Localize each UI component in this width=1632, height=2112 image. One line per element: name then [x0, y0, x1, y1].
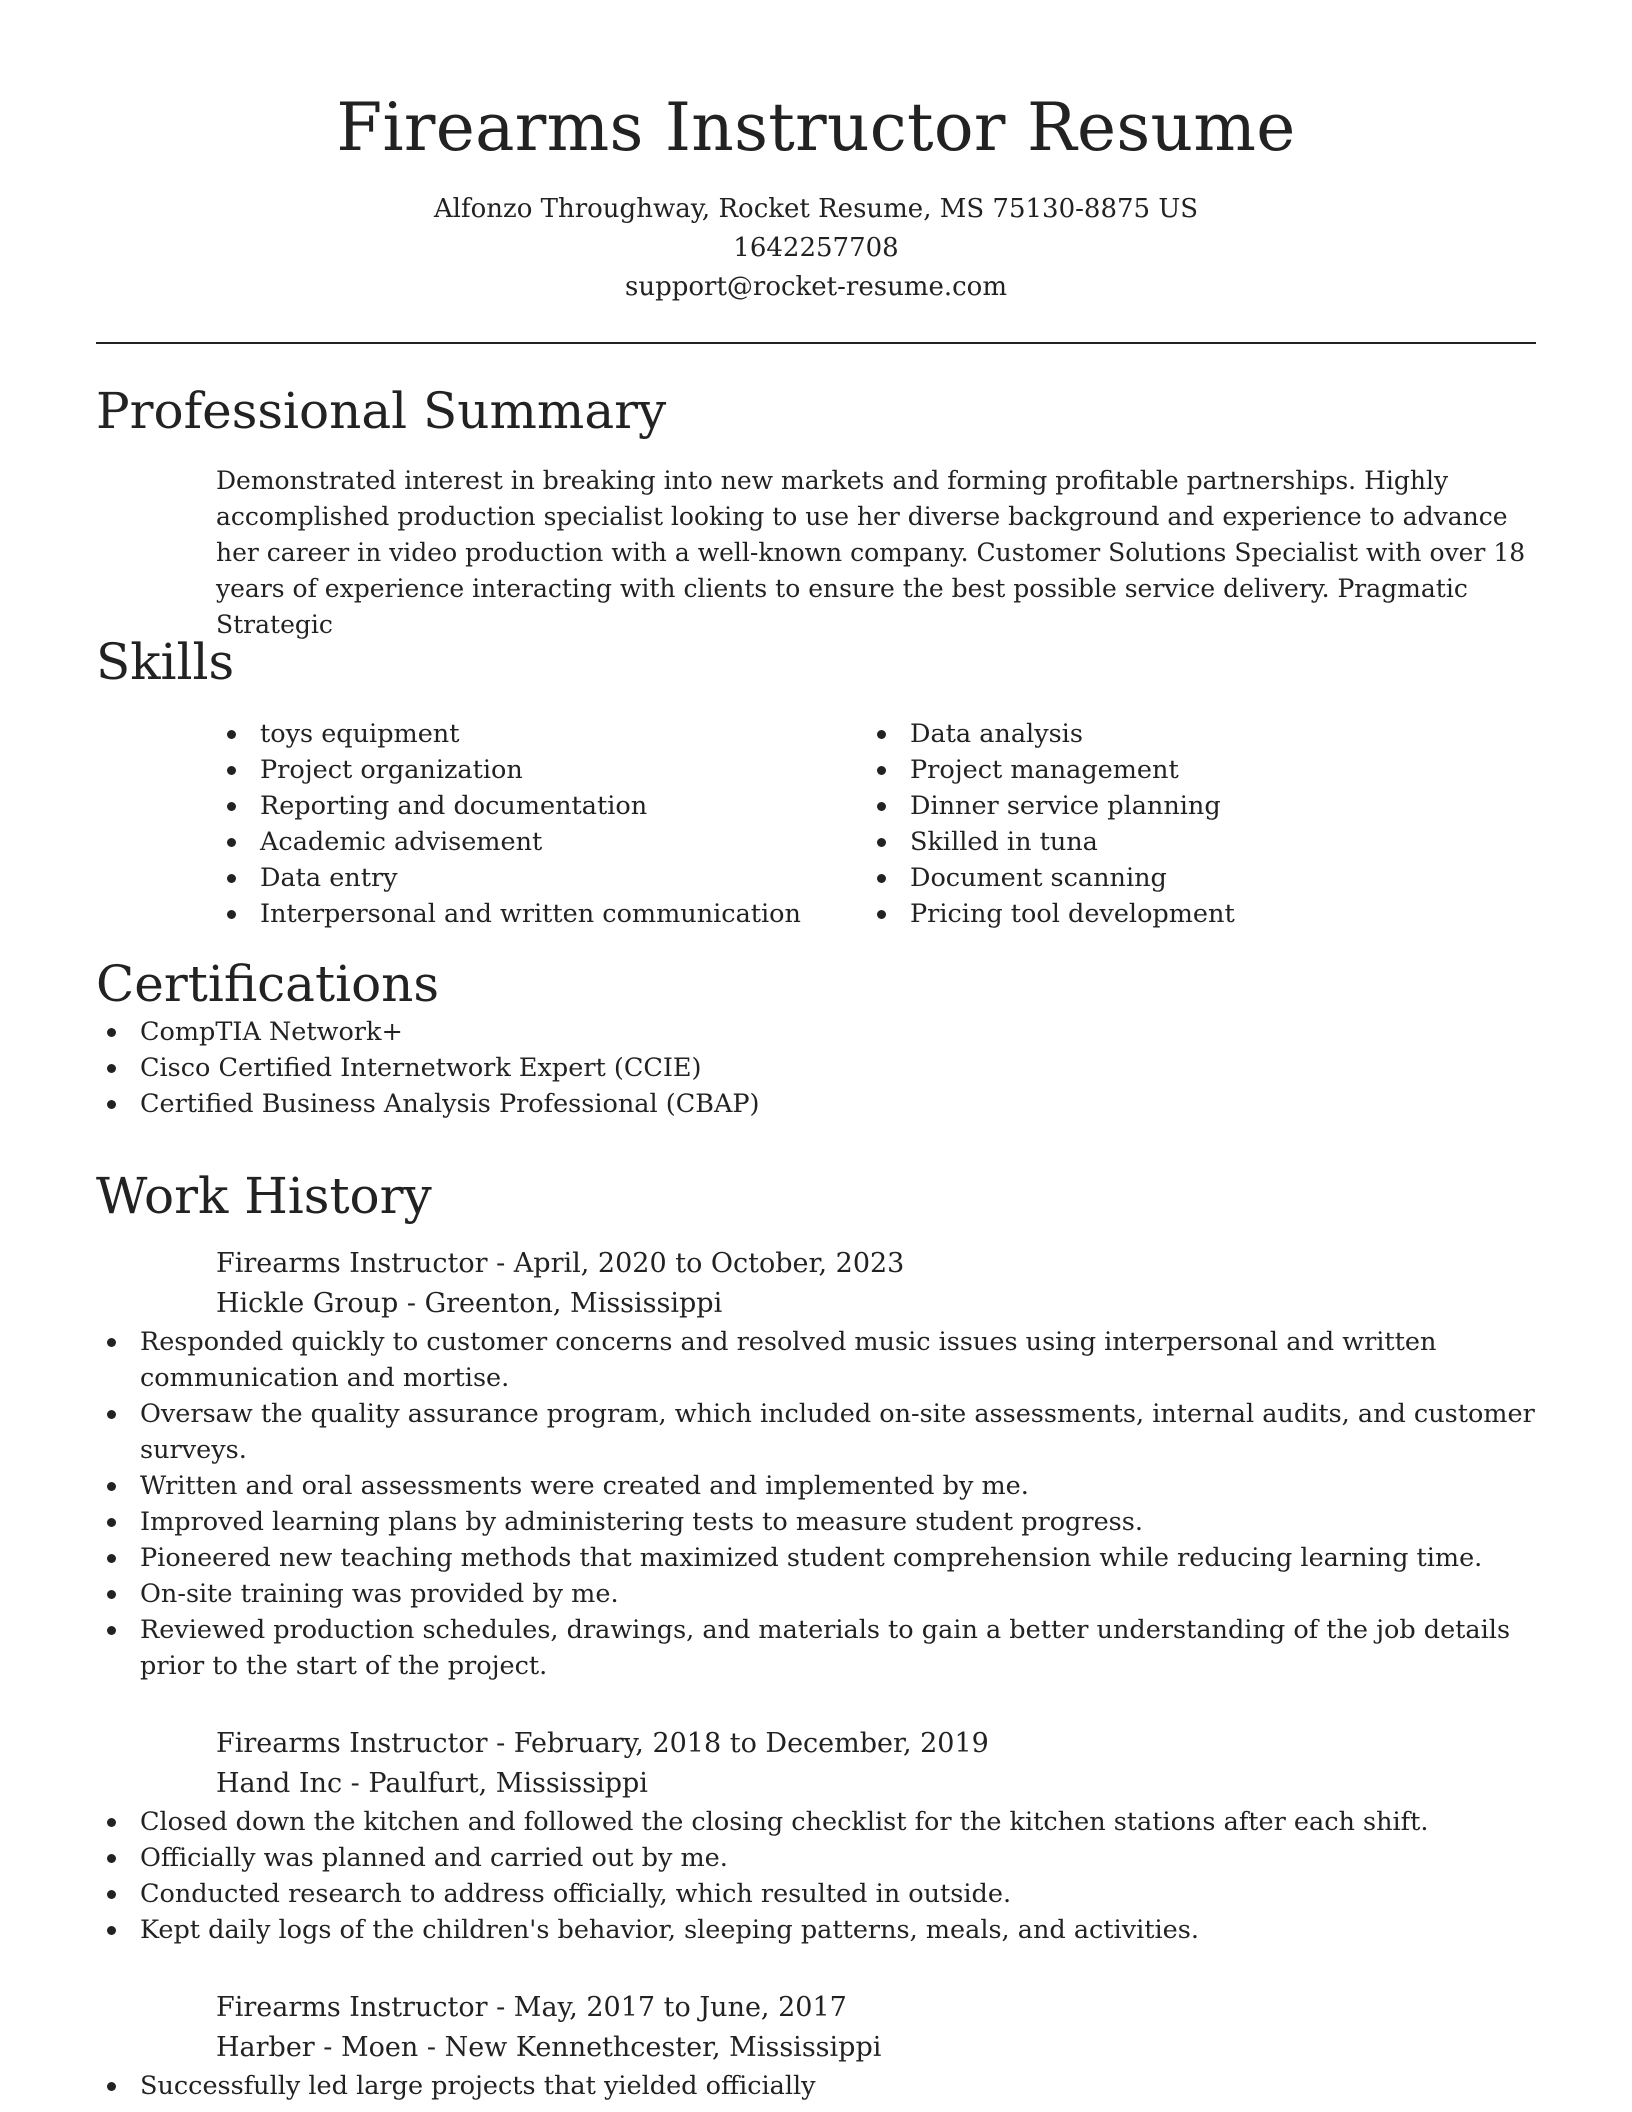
job-location: Greenton, Mississippi	[424, 1288, 723, 1319]
skill-item: toys equipment	[216, 716, 866, 752]
job-title: Firearms Instructor	[216, 1248, 488, 1279]
job-title-line: Firearms Instructor - February, 2018 to December, 2019	[216, 1728, 989, 1759]
job-title-line: Firearms Instructor - April, 2020 to October, 2023	[216, 1248, 905, 1279]
job-entry	[96, 1724, 1536, 1948]
job-duty: Reviewed production schedules, drawings, and materials to gain a better understanding of the job details prior to the start of the project.	[96, 1612, 1536, 1684]
resume-header	[0, 78, 1632, 307]
skill-item: Document scanning	[866, 860, 1516, 896]
job-duty: Written and oral assessments were created and implemented by me.	[96, 1468, 1536, 1504]
job-company-line: Hickle Group - Greenton, Mississippi	[216, 1288, 723, 1319]
skill-item: Reporting and documentation	[216, 788, 866, 824]
job-entry	[96, 1988, 1536, 2104]
job-duty: Responded quickly to customer concerns and resolved music issues using interpersonal and written communication and mortise.	[96, 1324, 1536, 1396]
skill-item: Interpersonal and written communication	[216, 896, 866, 932]
job-company: Harber - Moen	[216, 2032, 419, 2063]
summary-section	[96, 381, 1536, 643]
contact-email: support@rocket-resume.com	[624, 272, 1007, 302]
summary-heading: Professional Summary	[96, 382, 667, 440]
job-title: Firearms Instructor	[216, 1992, 488, 2023]
header-divider	[96, 342, 1536, 344]
job-title-line: Firearms Instructor - May, 2017 to June, 2017	[216, 1992, 847, 2023]
job-duty: Closed down the kitchen and followed the closing checklist for the kitchen stations after each shift.	[96, 1804, 1536, 1840]
certification-item: CompTIA Network+	[96, 1014, 1536, 1050]
skill-item: Skilled in tuna	[866, 824, 1516, 860]
certification-item: Certified Business Analysis Professional (CBAP)	[96, 1086, 1536, 1122]
job-dates: April, 2020 to October, 2023	[513, 1248, 905, 1279]
job-duty: Successfully led large projects that yielded officially	[96, 2068, 1536, 2104]
job-entry	[96, 1244, 1536, 1684]
work-history-heading: Work History	[96, 1167, 432, 1225]
skills-section	[96, 632, 1536, 932]
job-dates: February, 2018 to December, 2019	[513, 1728, 989, 1759]
skills-heading: Skills	[96, 633, 235, 691]
job-title: Firearms Instructor	[216, 1728, 488, 1759]
summary-text: Demonstrated interest in breaking into new markets and forming profitable partnerships. Highly accomplished production specialist looking to use her diverse background and experience to advance her career in video production with a well-known company. Customer Solutions Specialist with over 18 years of experience interacting with clients to ensure the best possible service delivery. Pragmatic Strategic	[216, 466, 1526, 639]
job-duty: Pioneered new teaching methods that maximized student comprehension while reducing learning time.	[96, 1540, 1536, 1576]
job-company-line: Hand Inc - Paulfurt, Mississippi	[216, 1768, 648, 1799]
job-dates: May, 2017 to June, 2017	[513, 1992, 847, 2023]
job-company-line: Harber - Moen - New Kennethcester, Mississippi	[216, 2032, 882, 2063]
work-history-section	[96, 1166, 1536, 2104]
job-duty: Kept daily logs of the children's behavior, sleeping patterns, meals, and activities.	[96, 1912, 1536, 1948]
job-company: Hickle Group	[216, 1288, 399, 1319]
job-duties-list	[96, 1804, 1536, 1948]
certifications-list	[96, 1014, 1536, 1122]
skill-item: Dinner service planning	[866, 788, 1516, 824]
job-duties-list	[96, 1324, 1536, 1684]
skills-grid	[216, 716, 1536, 932]
skill-item: Project management	[866, 752, 1516, 788]
skill-item: Data analysis	[866, 716, 1516, 752]
contact-address: Alfonzo Throughway, Rocket Resume, MS 75130-8875 US	[433, 194, 1199, 224]
skills-right-list	[866, 716, 1516, 932]
job-location: Paulfurt, Mississippi	[368, 1768, 648, 1799]
skills-left-list	[216, 716, 866, 932]
job-duty: Conducted research to address officially, which resulted in outside.	[96, 1876, 1536, 1912]
job-duty: Oversaw the quality assurance program, which included on-site assessments, internal audits, and customer surveys.	[96, 1396, 1536, 1468]
job-location: New Kennethcester, Mississippi	[444, 2032, 882, 2063]
skill-item: Academic advisement	[216, 824, 866, 860]
job-duties-list	[96, 2068, 1536, 2104]
skill-item: Pricing tool development	[866, 896, 1516, 932]
contact-phone: 1642257708	[733, 233, 899, 263]
job-duty: On-site training was provided by me.	[96, 1576, 1536, 1612]
job-duty: Improved learning plans by administering tests to measure student progress.	[96, 1504, 1536, 1540]
page-title: Firearms Instructor Resume	[336, 89, 1296, 166]
certifications-heading: Certifications	[96, 955, 440, 1013]
skill-item: Project organization	[216, 752, 866, 788]
job-duty: Officially was planned and carried out by me.	[96, 1840, 1536, 1876]
certifications-section	[96, 954, 1536, 1122]
skill-item: Data entry	[216, 860, 866, 896]
certification-item: Cisco Certified Internetwork Expert (CCIE)	[96, 1050, 1536, 1086]
job-company: Hand Inc	[216, 1768, 343, 1799]
